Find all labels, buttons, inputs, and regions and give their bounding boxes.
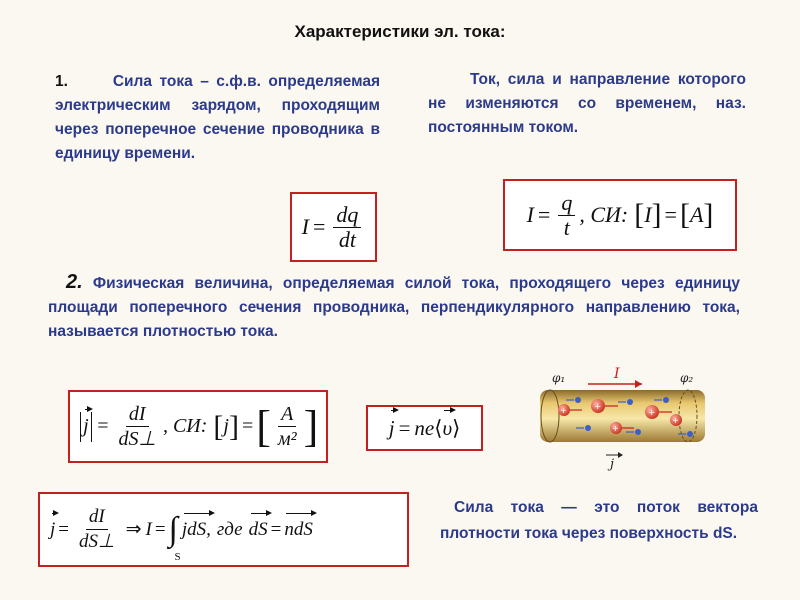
f1-lhs: I — [301, 214, 309, 239]
f1-eq: = — [312, 214, 326, 239]
f5-implies: ⇒ — [125, 519, 142, 540]
f5-eq2: = — [270, 518, 282, 540]
f5-lhs: j — [50, 518, 56, 540]
f2-eq: = — [537, 202, 551, 227]
formula-current-derivative — [290, 192, 377, 262]
current-label: I — [614, 366, 620, 382]
integral-sign: ∫ S — [168, 510, 181, 563]
f2-fraction — [558, 191, 575, 240]
definition-text-2: Физическая величина, определяемая силой тока, проходящего через единицу площади поперечного сечения проводника, перпендикулярного направлению тока, называется плотностью тока. — [48, 275, 740, 340]
f3-unit-denominator: м² — [277, 428, 297, 450]
definition-text-1: Сила тока – с.ф.в. определяемая электрическим зарядом, проходящим через поперечное сечение проводника в единицу времени. — [55, 73, 381, 162]
f5-gde: где — [216, 518, 243, 540]
f5-fraction — [76, 505, 118, 554]
f2-si: , СИ: — [579, 202, 629, 227]
f5-numerator: dI — [86, 505, 108, 530]
phi1-label: φ₁ — [552, 371, 566, 385]
f3-unit-fraction — [275, 402, 300, 451]
f5-jds: jdS, — [181, 518, 211, 540]
f3-fraction — [116, 402, 159, 451]
item-number-2: 2. — [66, 271, 83, 293]
f3-numerator: dI — [126, 402, 149, 427]
page-title: Характеристики эл. тока: — [294, 22, 506, 41]
f3-denominator: dS⊥ — [118, 428, 156, 450]
formula-density-si: j = $\frac{dI}{dS\perp}$ , СИ: [ j ] = [ $\frac{A}{\text{м²}}$ ] — [68, 390, 328, 463]
f3-si: , СИ: — [162, 415, 208, 437]
f2-denominator: t — [563, 214, 570, 240]
definition-direct-current: Ток, сила и направление которого не изменяются со временем, наз. постоянным током. — [428, 71, 746, 136]
f3-unit-lhs: j — [223, 415, 229, 437]
formula-current-si: I = $\frac{q}{t}$ , СИ: [ I ] = [ A ] — [503, 179, 737, 251]
f3-lhs: j — [83, 415, 89, 437]
phi2-label: φ₂ — [680, 371, 694, 385]
f5-eq: = — [154, 518, 166, 540]
f4-j: j — [388, 415, 395, 440]
definition-current-strength — [55, 70, 380, 166]
f5-I: I — [145, 518, 152, 540]
formula-current-flux: j = $\frac{dI}{dS\perp}$ ⇒ I = ∫ S jdS, где dS = ndS — [38, 492, 409, 567]
f5-denominator: dS⊥ — [79, 531, 115, 552]
f5-nds: ndS — [284, 518, 313, 540]
item-number-1: 1. — [55, 73, 68, 90]
definition-current-flux: Сила тока — это поток вектора плотности тока через поверхность dS. — [440, 499, 758, 542]
svg-text:+: + — [560, 406, 567, 417]
f1-fraction — [333, 203, 361, 252]
density-arrowhead — [618, 452, 623, 458]
density-label: j — [610, 457, 615, 472]
f2-lhs: I — [526, 202, 534, 227]
f2-unit-rhs: A — [689, 202, 704, 227]
formula-density-ne-v: j = ne ⟨ υ ⟩ — [366, 405, 483, 451]
f5-ds: dS — [248, 518, 268, 540]
conductor-illustration — [530, 362, 715, 474]
f4-eq: = — [398, 415, 411, 440]
svg-text:+: + — [612, 424, 619, 435]
current-arrowhead — [635, 380, 642, 388]
f1-numerator: dq — [333, 203, 361, 228]
svg-text:+: + — [648, 407, 655, 419]
f3-unit-numerator: A — [278, 402, 296, 427]
f4-v: υ — [442, 415, 453, 440]
definition-current-density — [48, 270, 740, 344]
f1-denominator: dt — [338, 226, 356, 252]
svg-text:+: + — [672, 416, 679, 427]
f4-ne: ne — [414, 415, 435, 440]
svg-text:+: + — [594, 401, 601, 413]
f2-unit-lhs: I — [644, 202, 652, 227]
f5-int-sub: S — [174, 550, 181, 563]
f2-numerator: q — [558, 191, 575, 216]
